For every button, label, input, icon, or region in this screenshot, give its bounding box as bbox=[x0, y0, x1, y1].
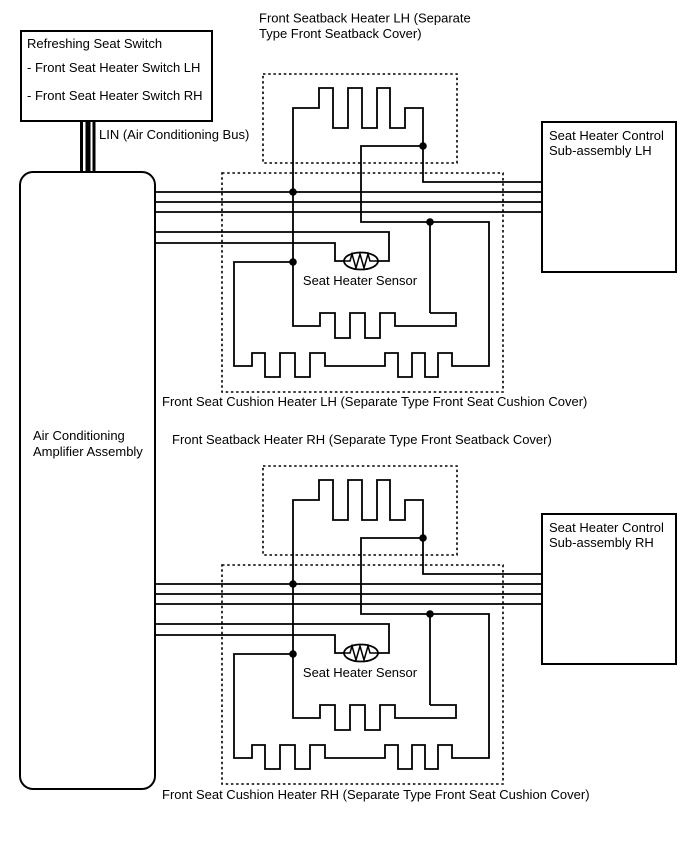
front-seat-heater-switch-rh-label: - Front Seat Heater Switch RH bbox=[27, 88, 203, 103]
seatback-heater-lh-label-line1: Front Seatback Heater LH (Separate bbox=[259, 10, 471, 26]
air-conditioning-amplifier-box bbox=[20, 172, 155, 789]
control-lh-label-line2: Sub-assembly LH bbox=[549, 143, 652, 158]
lin-bus-bar bbox=[93, 121, 96, 172]
cushion-heater-rh-label: Front Seat Cushion Heater RH (Separate Type Front Seat Cushion Cover) bbox=[162, 787, 590, 802]
control-rh-label-line2: Sub-assembly RH bbox=[549, 535, 654, 550]
seatback-heater-lh-label-line2: Type Front Seatback Cover) bbox=[259, 26, 422, 41]
refreshing-seat-switch-title: Refreshing Seat Switch bbox=[27, 36, 163, 51]
amplifier-label-line2: Amplifier Assembly bbox=[33, 444, 143, 459]
junction-dot bbox=[426, 218, 434, 226]
lin-bus-label: LIN (Air Conditioning Bus) bbox=[99, 127, 250, 142]
lin-bus-bar bbox=[80, 121, 83, 172]
sensor-label-lh: Seat Heater Sensor bbox=[302, 273, 418, 288]
rh-circuit bbox=[155, 466, 676, 784]
junction-dot bbox=[419, 534, 427, 542]
lin-bus-icon bbox=[80, 121, 96, 172]
junction-dot bbox=[289, 258, 297, 266]
sensor-label-rh: Seat Heater Sensor bbox=[302, 665, 418, 680]
rh-wiring bbox=[155, 480, 542, 769]
lin-bus-bar bbox=[86, 121, 91, 172]
cushion-heater-lh-label: Front Seat Cushion Heater LH (Separate Type Front Seat Cushion Cover) bbox=[162, 394, 588, 409]
amplifier-label-line1: Air Conditioning bbox=[33, 428, 125, 443]
junction-dot bbox=[426, 610, 434, 618]
junction-dot bbox=[289, 580, 297, 588]
lh-circuit bbox=[155, 74, 676, 392]
front-seat-heater-switch-lh-label: - Front Seat Heater Switch LH bbox=[27, 60, 201, 75]
control-rh-label-line1: Seat Heater Control bbox=[549, 520, 664, 535]
resistor-icon bbox=[344, 646, 378, 660]
junction-dot bbox=[419, 142, 427, 150]
resistor-icon bbox=[344, 254, 378, 268]
junction-dot bbox=[289, 188, 297, 196]
seatback-heater-rh-label: Front Seatback Heater RH (Separate Type Front Seatback Cover) bbox=[172, 432, 552, 447]
control-lh-label-line1: Seat Heater Control bbox=[549, 128, 664, 143]
junction-dot bbox=[289, 650, 297, 658]
